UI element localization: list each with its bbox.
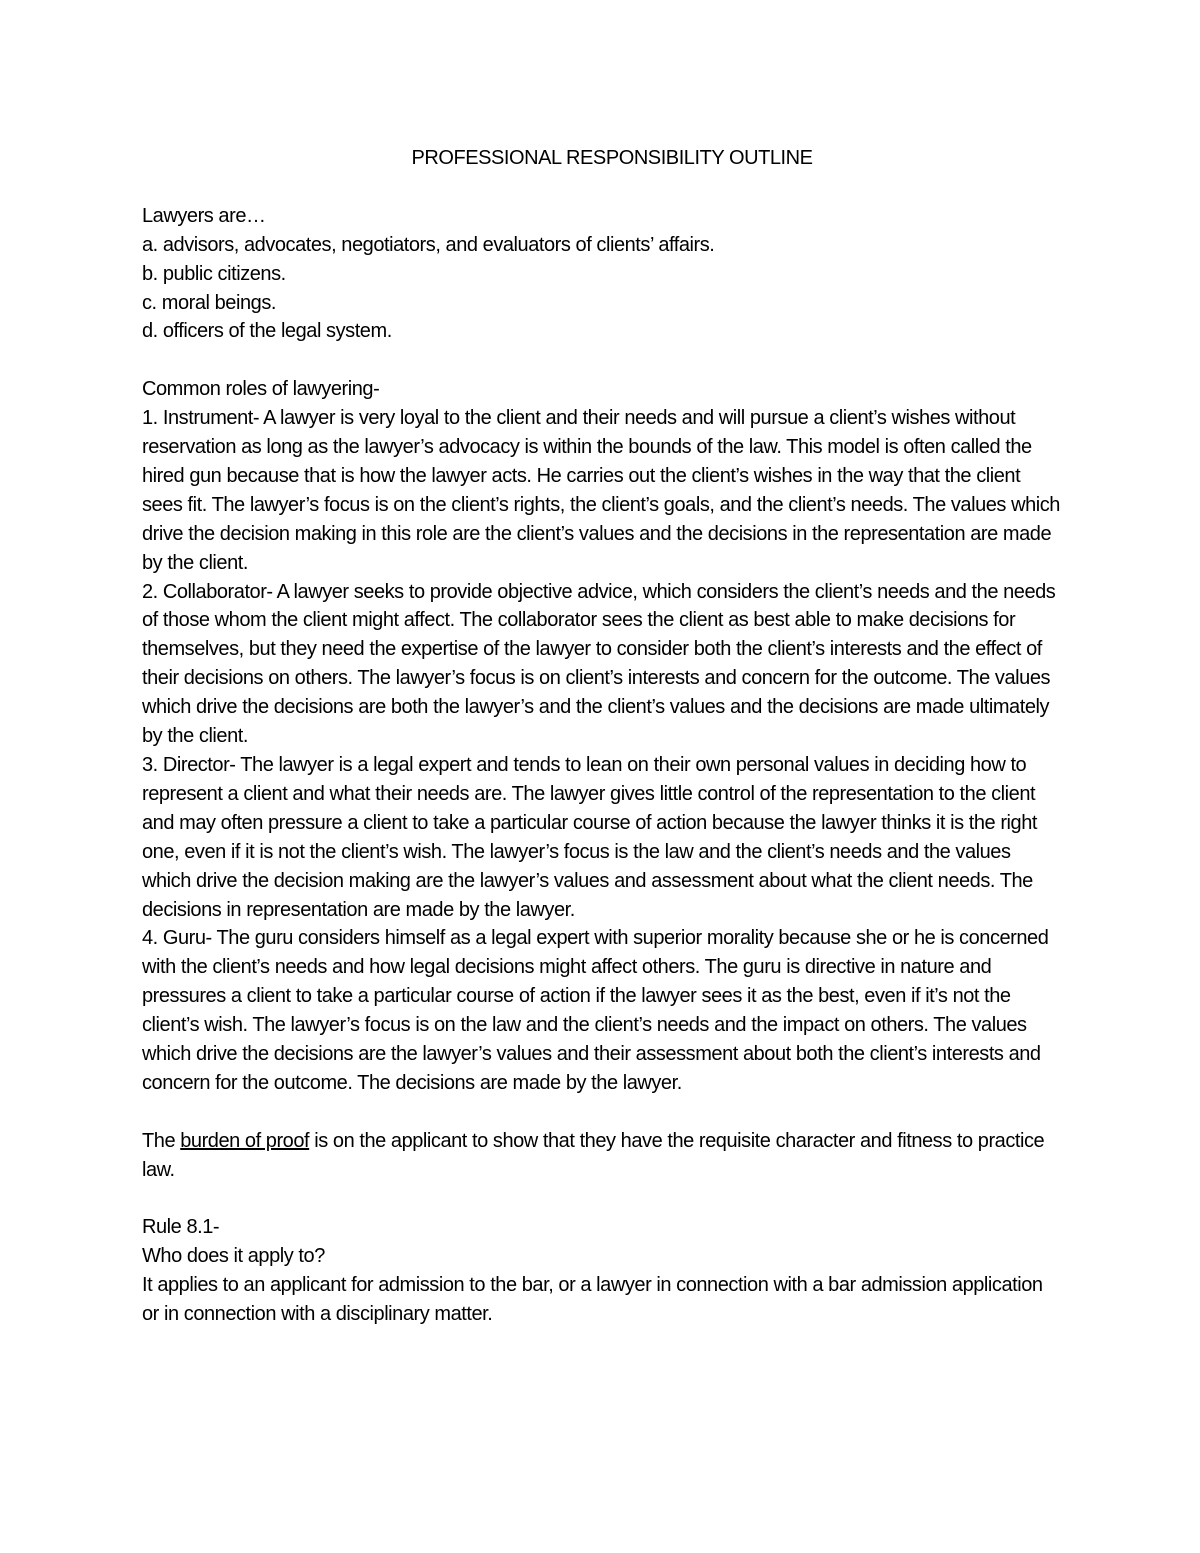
burden-prefix: The: [142, 1129, 181, 1152]
document-body: [142, 144, 1062, 1329]
rule-answer: It applies to an applicant for admission to the bar, or a lawyer in connection with a bar admission application or in connection with a disciplinary matter.: [142, 1274, 1043, 1326]
role-instrument: 1. Instrument- A lawyer is very loyal to the client and their needs and will pursue a client’s wishes without reservation as long as the lawyer’s advocacy is within the bounds of the law. This model is often called the hired gun because that is how the lawyer acts. He carries out the client’s wishes in the way that the client sees fit. The lawyer’s focus is on the client’s rights, the client’s goals, and the client’s needs. The values which drive the decision making in this role are the client’s values and the decisions in the representation are made by the client.: [142, 407, 1060, 574]
lawyers-item-d: d. officers of the legal system.: [142, 320, 392, 343]
burden-suffix: is on the applicant to show that they have the requisite character and fitness to practice law.: [142, 1129, 1045, 1181]
spacer: [142, 346, 1062, 375]
spacer: [142, 1098, 1062, 1127]
burden-of-proof-term: burden of proof: [180, 1129, 310, 1152]
role-guru: 4. Guru- The guru considers himself as a legal expert with superior morality because she or he is concerned with the client’s needs and how legal decisions might affect others. The guru is directive in nature and pressures a client to take a particular course of action if the lawyer sees it as the best, even if it’s not the client’s wish. The lawyer’s focus is on the law and the client’s needs and the impact on others. The values which drive the decisions are the lawyer’s values and their assessment about both the client’s interests and concern for the outcome. The decisions are made by the lawyer.: [142, 927, 1049, 1094]
spacer: [142, 173, 1062, 202]
role-collaborator: 2. Collaborator- A lawyer seeks to provide objective advice, which considers the client’s needs and the needs of those whom the client might affect. The collaborator sees the client as best able to make decisions for themselves, but they need the expertise of the lawyer to consider both the client’s interests and the effect of their decisions on others. The lawyer’s focus is on client’s interests and concern for the outcome. The values which drive the decisions are both the lawyer’s and the client’s values and the decisions are made ultimately by the client.: [142, 580, 1056, 748]
lawyers-heading: Lawyers are…: [142, 204, 266, 227]
role-director: 3. Director- The lawyer is a legal expert and tends to lean on their own personal values in deciding how to represent a client and what their needs are. The lawyer gives little control of the representation to the client and may often pressure a client to take a particular course of action because the lawyer thinks it is the right one, even if it is not the client’s wish. The lawyer’s focus is the law and the client’s needs and the values which drive the decision making are the lawyer’s values and assessment about what the client needs. The decisions in representation are made by the lawyer.: [142, 754, 1037, 921]
page-title: PROFESSIONAL RESPONSIBILITY OUTLINE: [411, 147, 813, 169]
lawyers-item-a: a. advisors, advocates, negotiators, and evaluators of clients’ affairs.: [142, 233, 715, 256]
rule-question: Who does it apply to?: [142, 1245, 325, 1268]
lawyers-item-c: c. moral beings.: [142, 291, 276, 314]
burden-paragraph: [142, 1127, 1062, 1185]
lawyers-item-b: b. public citizens.: [142, 262, 286, 285]
rule-heading: Rule 8.1-: [142, 1216, 220, 1239]
roles-heading: Common roles of lawyering-: [142, 378, 380, 401]
spacer: [142, 1185, 1062, 1214]
